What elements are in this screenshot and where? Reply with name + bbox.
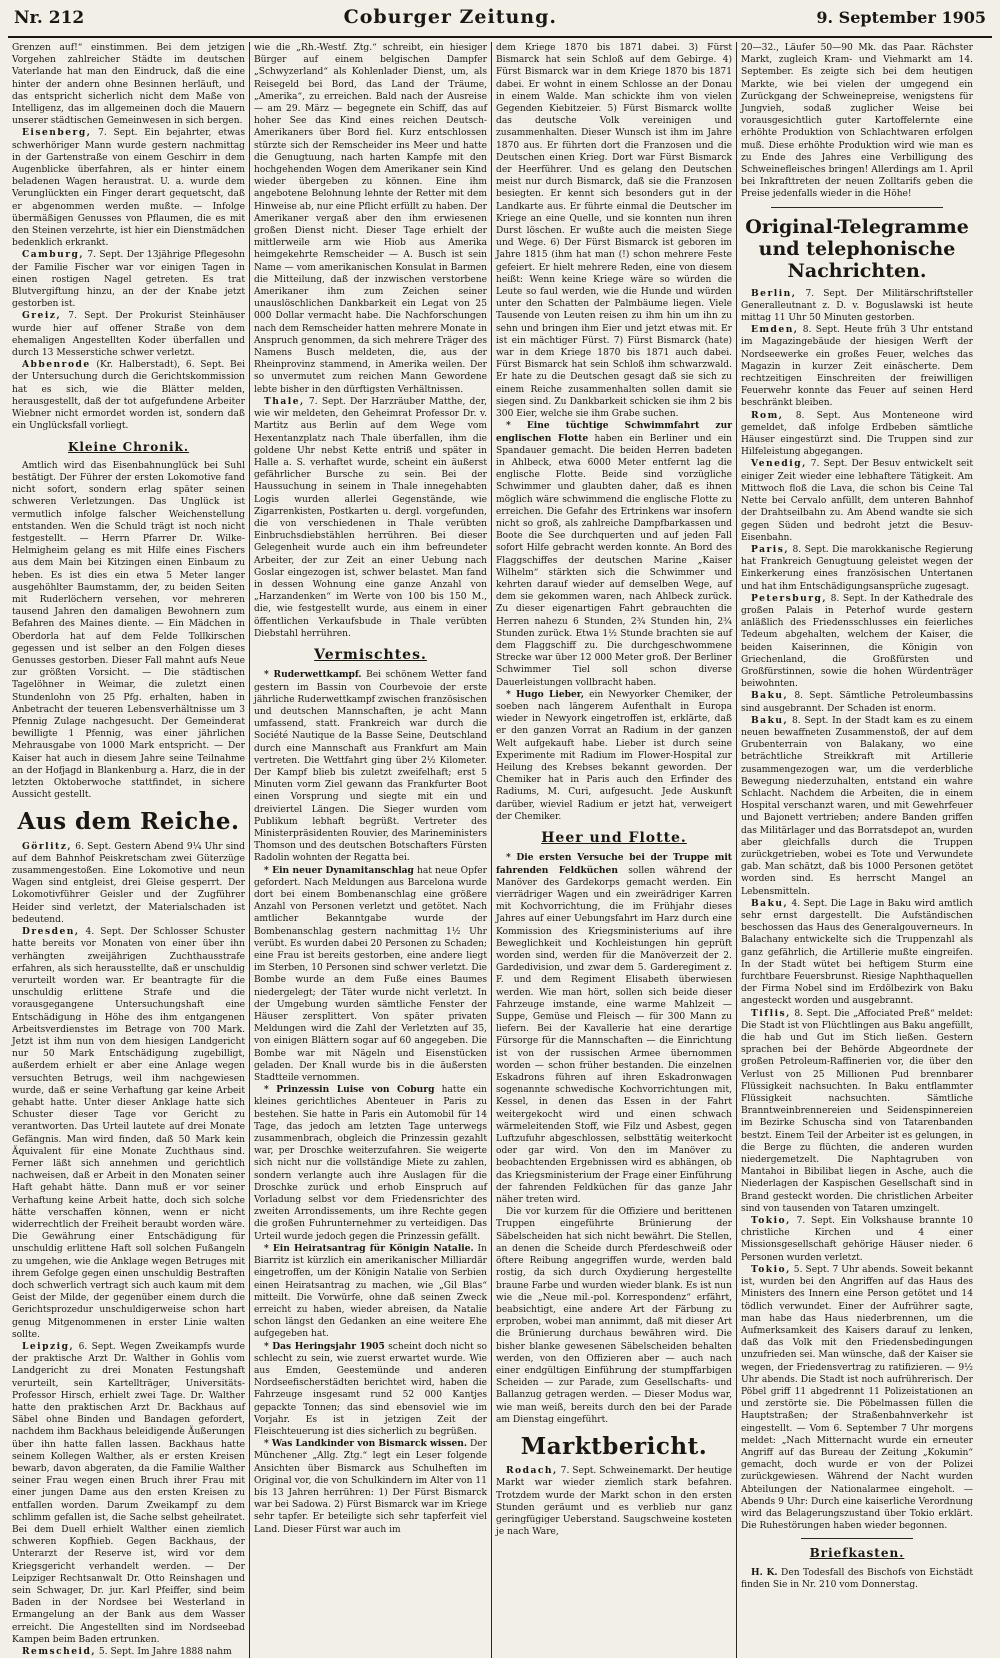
article-body: ein Newyorker Chemiker, der soeben nach längerem Aufenthalt in Europa wieder in Newyork eingetroffen ist, erklärte, daß er den ganzen Vorrat an Radium in der ganzen Welt aufgekauft habe. Lieber ist durch seine Experimente mit Radium im Flower-Hospital zur Heilung des Krebses bekannt geworden. Der Chemiker hat in Paris auch den Erfinder des Radiums, M. Curi, aufgesucht. Jede Auskunft darüber, wieviel Radium er jetzt hat, verweigert der Chemiker. <box>496 689 732 822</box>
article <box>254 1243 487 1341</box>
article-body: hatte ein kleines gerichtliches Abenteuer in Paris zu bestehen. Sie hatte in Paris ein Automobil für 14 Tage, das jedoch am letzten Tage unterwegs zusammenbrach, obgleich die Prinzessin gezahlt war, per Droschke weiterzufahren. Sie weigerte sich nicht nur die vollständige Miete zu zahlen, sondern verlangte auch ihre Auslagen für die Droschke zurück und erhob Einspruch auf Vorladung selbst vor dem Friedensrichter des zweiten Arrondissements, um ihre Rechte gegen die großen Fuhrunternehmer zu verteidigen. Das Urteil wurde jedoch gegen die Prinzessin gefällt. <box>254 1085 487 1242</box>
telegram <box>741 288 973 325</box>
article-body: (Kr. Halberstadt), 6. Sept. Bei der Untersuchung durch die Gerichtskommission hat es sich, wie die Blätter melden, herausgestellt, daß der tot aufgefundene Arbeiter Wiebner nicht ermordet worden ist, sondern daß ein Unglücksfall vorliegt. <box>12 360 245 432</box>
article-body: Der Münchener „Allg. Ztg.“ legt ein Leser folgende Ansichten über Bismarck aus Schulheften im Original vor, die von Schulkindern im Alter von 11 bis 13 Jahren herrühren: 1) Der Fürst Bismarck war bei Sadowa. 2) Fürst Bismarck war im Kriege sehr tapfer. Er beteiligte sich sehr tapferfeit viel Land. Dieser Fürst war auch im <box>254 1439 487 1535</box>
article-body: 7. Sept. Der Harzräuber Matthe, der, wie wir meldeten, den Geheimrat Professor Dr. v. Martitz aus Berlin auf dem Wege vom Hexentanzplatz nach Thale überfallen, ihm die goldene Uhr nebst Kette entriß und später in Halle a. S. verhaftet wurde, scheint ein äußerst gefährlicher Bursche zu sein. Bei der Haussuchung in seinem in Thale innegehabten Logis wurden allerlei Gegenstände, wie Zigarrenkisten, Postkarten u. dergl. vorgefunden, die von verschiedenen in Thale verübten Einbruchsdiebstählen herrühren. Bei dieser Gelegenheit wurde auch ein ihm befreundeter Arbeiter, der zur Zeit an einer Uebung nach Goslar eingezogen ist, schwer belastet. Man fand in dessen Wohnung eine ganze Anzahl von „Harzandenken“ im Werte von 100 bis 150 M., die, wie festgestellt wurde, aus einem in einer öffentlichen Verkaufsbude in Thale verübten Diebstahl herrühren. <box>254 396 487 639</box>
dateline: Tokio, <box>751 1215 791 1227</box>
section-heading: Briefkasten. <box>809 1546 905 1561</box>
column-1 <box>8 42 250 1658</box>
column-2 <box>250 42 492 1658</box>
column-3 <box>492 42 737 1658</box>
article <box>496 689 732 823</box>
divider <box>801 1538 913 1539</box>
telegram <box>741 1215 973 1264</box>
masthead <box>8 6 992 38</box>
article-body: 7. Sept. Der Prokurist Steinhäuser wurde hier auf offener Straße von dem ehemaligen Angestellten Koder überfallen und durch 13 Messerstiche schwer verletzt. <box>12 311 245 359</box>
article <box>12 1341 245 1646</box>
article-body: 7. Sept. Ein bejahrter, etwas schwerhöriger Mann wurde gestern nachmittag in der Gartenstraße von einem Geschirr in dem Augenblicke überfahren, als er hinter einem beladenen Wagen heraustrat. U. a. wurde dem Verunglückten ein Finger derart gequetscht, daß er abgenommen werden mußte. — Infolge übermäßigen Genusses von Pflaumen, die es mit den Steinen verzehrte, ist hier ein Dienstmädchen bedenklich erkrankt. <box>12 128 245 249</box>
dateline: Berlin, <box>751 287 797 299</box>
dateline: Görlitz, <box>22 840 73 852</box>
telegram-body: 8. Sept. In der Kathedrale des großen Palais in Peterhof wurde gestern anläßlich des Friedensschlusses ein feierliches Tedeum abgehalten, welchem der Kaiser, die beiden Kaiserinnen, die Königin von Griechenland, die Großfürsten und Großfürstinnen, sowie die hohen Würdenträger beiwohnten. <box>741 593 973 690</box>
article-body: 7. Sept. Schweinemarkt. Der heutige Markt war wieder ziemlich stark befahren. Trotzdem wurde der Markt schon in den ersten Stunden geräumt und es verblieb nur ganz geringfügiger Ueberstand. Saugschweine kosteten je nach Ware, <box>496 1466 732 1538</box>
article-body: hat neue Opfer gefordert. Nach Meldungen aus Barcelona wurde dort bei einem Bombenanschlag eine größere Anzahl von Personen verletzt und getötet. Nach amtlicher Bekanntgabe wurde der Bombenanschlag gestern nachmittag 1½ Uhr verübt. Es wurden dabei 20 Personen zu Schaden; eine Frau ist bereits gestorben, eine andere liegt im Sterben, 10 Personen sind schwer verletzt. Die Bombe wurde an dem Fuße eines Baumes niedergelegt; der Täter wurde nicht verletzt. In der Umgebung wurden sämtliche Fenster der Häuser zersplittert. Von später privaten Meldungen wird die Zahl der Verletzten auf 35, von einigen Blättern sogar auf 60 angegeben. Die Bombe war mit Nägeln und Eisenstücken geladen. Der Knall wurde bis in die äußersten Stadtteile vernommen. <box>254 865 487 1084</box>
issue-date: 9. September 1905 <box>816 8 986 27</box>
dateline: Emden, <box>751 324 799 336</box>
dateline: Dresden, <box>22 926 80 938</box>
section-heading: Original-Telegramme und telephonische Nachrichten. <box>745 215 969 282</box>
telegram <box>741 324 973 409</box>
section-heading: Aus dem Reiche. <box>17 808 240 836</box>
dateline: Eisenberg, <box>22 127 92 139</box>
letterbox-body: Den Todesfall des Bischofs von Eichstädt finden Sie in Nr. 210 vom Donnerstag. <box>741 1567 973 1590</box>
article-headline: * Ein neuer Dynamitanschlag <box>264 864 414 876</box>
dateline: Venedig, <box>751 458 807 470</box>
dateline: Rodach, <box>506 1465 558 1477</box>
telegram-body: 4. Sept. Die Lage in Baku wird amtlich sehr ernst dargestellt. Die Aufständischen beschossen das Haus des Generalgouverneurs. In Balachany entwickelte sich die Truppenzahl als ganz gefährlich, die Artillerie mußte eingreifen. In der Stadt wütet bei heftigem Sturm eine furchtbare Feuersbrunst. Riesige Naphthaquellen der Firma Nobel sind im Erdölbezirk von Baku angesteckt worden und ausgebrannt. <box>741 898 973 1007</box>
article-headline: * Ruderwettkampf. <box>264 669 362 681</box>
telegram <box>741 898 973 1008</box>
article: Die vor kurzem für die Offiziere und berittenen Truppen eingeführte Brünierung der Säbelscheiden hat sich nicht bewährt. Die Stellen, an denen die Scheide durch Pferdeschweiß oder öftere Reibung angegriffen wurde, werden bald rostig, da sich durch Oxydierung hergestellte braune Farbe und wurden wieder blank. Es ist nun wie die „Neue mil.-pol. Korrespondenz“ erfährt, beabsichtigt, eine andere Art der Färbung zu erproben, wobei man annimmt, daß mit dieser Art die Brünierung durchaus bewähren wird. Die bisher blanke gewesenen Säbelscheiden behalten werden, von den Offizieren aber — auch nach einer endgültigen Einführung der stumpffarbigen Scheiden — zur Parade, zum Gesellschafts- und Ballanzug getragen werden. — Dieser Modus war, wie man weiß, bereits durch den bei der Parade am Dienstag eingeführt. <box>496 1207 732 1425</box>
telegram <box>741 690 973 714</box>
article: Grenzen auf!“ einstimmen. Bei dem jetzigen Vorgehen zahlreicher Städte im deutschen Vaterlande hat man den Eindruck, daß die eine hinter der andern ohne Besinnen herläuft, und das entspricht sicherlich nicht dem Maße von Intelligenz, das im allgemeinen doch die Mauern unserer städtischen Gemeinwesen in sich bergen. <box>12 43 245 127</box>
article-body: sollen während der Manöver des Gardekorps gemacht werden. Ein vierrädriger Wagen und ein zweirädriger Karren mit Kochvorrichtung, die im Frühjahr dieses Jahres auf einer Uebungsfahrt im Harz durch eine Kommission des Kriegsministeriums auf ihre Beweglichkeit und Kochleistungen hin geprüft worden sind, werden für die Manöverzeit der 2. Gardedivision, und zwar dem 5. Garderegiment z. F. und dem Regiment Elisabeth überwiesen werden. Wie man hört, sollen sich beide dieser Fahrzeuge imstande, eine warme Mahlzeit — Suppe, Gemüse und Fleisch — für 300 Mann zu liefern. Bei der Kavallerie hat eine derartige Fürsorge für die Mannschaften — die Einrichtung ist von der russischen Armee übernommen worden — schon früher bestanden. Die einzelnen Eskadrons führen auf ihren Eskadronwagen sogenannte schwedische Kochvorrichtungen mit, Kessel, in denen das Essen in der Fahrt weitergekocht wird und einen schwach wärmeleitenden Stoff, wie Filz und Asbest, gegen Luftzufuhr abgeschlossen, selbsttätig weiterkocht oder gar wird. Von den im Manöver zu beobachtenden Ergebnissen wird es abhängen, ob das Kriegsministerium der Frage einer Einführung der fahrenden Feldküchen für das ganze Jahr näher treten wird. <box>496 865 732 1206</box>
dateline: Thale, <box>264 395 305 407</box>
telegram-body: 8. Sept. In der Stadt kam es zu einem neuen bewaffneten Zusammenstoß, der auf dem Grubenterrain von Balakany, wo eine beträchtliche Streikkraft mit Artillerie zusammengezogen war, um die verderbliche Bewegung niederzuhalten, entstand ein wahre Schlacht. Nachdem die Arbeiten, die in einem Hospital verschanzt waren, und mit Gewehrfeuer und Bajonett vertrieben; andere Banden griffen das Militärlager und das Borratsdepot an, wurden aber gleichfalls durch die Truppen zurückgetrieben, wobei es Tote und Verwundete gab. Man schätzt, daß bis 1000 Personen getötet worden sind. Es herrscht Mangel an Lebensmitteln. <box>741 715 974 897</box>
article: Amtlich wird das Eisenbahnunglück bei Suhl bestätigt. Der Führer der ersten Lokomotive fand nicht sofort, sondern erlag später seinen schweren Verletzungen. Das Unglück ist vermutlich infolge falscher Weichenstellung entstanden. Wen die Schuld trägt ist noch nicht festgestellt. — Herrn Pfarrer Dr. Wilke-Helmigheim gelang es mit Hilfe eines Fischers aus dem Main bei Kitzingen einen Einbaum zu heben. Es ist dies ein etwa 5 Meter langer ausgehöhlter Baumstamm, der, zu beiden Seiten mit Ruderlöchern versehen, vor mehreren tausend Jahren den damaligen Bewohnern zum Befahren des Maines diente. — Ein Mädchen in Oberdorla hat auf dem Felde Tollkirschen gegessen und ist selber an den Folgen dieses Genusses gestorben. Dieser Fall mahnt aufs Neue zur größten Vorsicht. — Die städtischen Tagelöhner in Weimar, die zuletzt einen Stundenlohn von 25 Pfg. erhalten, haben in Anbetracht der teueren Lebensverhältnisse um 3 Pfennig Zulage nachgesucht. Der Gemeinderat bewilligte 1 Pfennig, was einer jährlichen Mehrausgabe von 1000 Mark entspricht. — Der Kaiser hat auch in diesem Jahre seine Teilnahme an der Hofjagd in Blankenburg a. Harz, die in der letzten Oktoberwoche stattfindet, in sichere Aussicht gestellt. <box>12 460 245 801</box>
telegram <box>741 544 973 593</box>
article <box>254 865 487 1085</box>
dateline: Greiz, <box>22 310 62 322</box>
dateline: Petersburg, <box>751 592 828 604</box>
article-headline: * Hugo Lieber, <box>506 688 585 700</box>
telegram-body: 7. Sept. Der Militärschriftsteller Generalleutnant z. D. v. Boguslawski ist heute mittag 11 Uhr 50 Minuten gestorben. <box>741 288 973 324</box>
telegram-body: 8. Sept. Die „Affociated Preß“ meldet: Die Stadt ist von Flüchtlingen aus Baku angefüllt, die hab und Gut im Stich ließen. Gestern sprachen bei der Behörde Abgeordnete der großen Petroleum-Raffinerien vor, die über den Verlust von 25 Millionen Pud brennbarer Flüssigkeit nachsuchten. In Baku entflammter Flüssigkeit nachsuchten. Sämtliche Branntweinbrennereien und Seidenspinnereien im Bezirke Schuscha sind von Tatarenbanden bestzt. Einem Teil der Arbeiter ist es gelungen, in die Berge zu flüchten, die anderen wurden niedergemetzelt. Die Naphtagruben von Mantahoi in Bibilibat liegen in Asche, auch die Niederlagen der Kaspischen Gesellschaft sind in Brand gesteckt worden. Die christlichen Arbeiter sind von tausenden von Tataren umzingelt. <box>741 1008 973 1214</box>
recipient: H. K. <box>751 1566 778 1578</box>
column-4 <box>737 42 977 1658</box>
telegram-body: 8. Sept. Aus Monteneone wird gemeldet, daß infolge Erdbeben sämtliche Häuser eingestürzt sind. Die Truppen sind zur Hilfeleistung abgegangen. <box>741 410 973 458</box>
article <box>496 1465 732 1538</box>
dateline: Tokio, <box>751 1263 791 1275</box>
telegram <box>741 458 973 543</box>
article: dem Kriege 1870 bis 1871 dabei. 3) Fürst Bismarck hat sein Schloß auf dem Gebirge. 4) Fürst Bismarck war in dem Kriege 1870 bis 1871 dabei. Er wohnt in einem Schlosse an der Donau in einem Walde. Man schickte ihm von vielen Gegenden Kiebitzeier. 5) Fürst Bismarck wollte das deutsche Volk vereinigen und zusammenhalten. Dieser Wunsch ist ihm im Jahre 1870 aus. Er führten dort die Franzosen und die Deutschen einen Krieg. Dort war Fürst Bismarck der Heerführer. Und es gelang den Deutschen meist nur durch Bismarck, daß sie die Franzosen besiegten. Er kennt sich besonders gut in der Landkarte aus. Er führte einmal die Deutscher im Kriege an eine Quelle, und sie konnten nun ihren Durst löschen. Er wußte auch die meisten Siege und Wege. 6) Der Fürst Bismarck ist geboren im Jahre 1815 (ihm hat man (!) schon mehrere Feste gefeiert. Er hielt mehrere Reden, eine von diesem heißt: Wenn keine Kriege wäre so würden die Leute so faul werden, wie die Hunde und würden unter den Schatten der Palmbäume liegen. Viele Tausende von Leuten reisen zu ihm hin um ihn zu sehn und bringen ihm Eier und jetzt etwas mit. Er ist ein mächtiger Fürst. 7) Fürst Bismarck (hate) war in dem Kriege 1870 bis 1871 auch dabei. Fürst Bismarck hat sein Schloß ihm schwarzwald. Er hate zu die Deutschen gesagt daß sie sich zu einem Reiche zusammenhalten sollen damit sie siegen sind. Zu Dankbarkeit schicken sie ihm 2 bis 300 Eier, welche sie ihm Grabe suchen. <box>496 43 732 420</box>
telegram-body: 5. Sept. 7 Uhr abends. Soweit bekannt ist, wurden bei den Angriffen auf das Haus des Ministers des Innern eine Person getötet und 14 tödlich verwundet. Einer der Aufrührer sagte, man habe das Haus niederbrennen, um die Aufmerksamkeit des Kaisers darauf zu lenken, daß das Volk mit den Friedensbedingungen unzufrieden sei. Man wünsche, daß der Kaiser sie wegen, der Friedensvertrag zu ratifizieren. — 9½ Uhr abends. Die Stadt ist noch aufrührerisch. Der Pöbel griff 11 abgedrennt 11 Polizeistationen an und zerstörte sie. Die Pöbelmassen füllen die Hauptstraßen; der Straßenbahnverkehr ist eingestellt. — Vom 6. September 7 Uhr morgens meldet: „Nach Mitternacht wurde ein erneuter Angriff auf das Bureau der Zeitung „Kokumin“ gemacht, doch wurde er von der Polizei zurückgewiesen. Während der Nacht wurden Abteilungen der Nationalarmee eingeholt. — Abends 9 Uhr: Durch eine kaiserliche Verordnung wird das Belagerungszustand über Tokio erklärt. Die Ruhestörungen haben wieder begonnen. <box>741 1264 973 1532</box>
article: wie die „Rh.-Westf. Ztg.“ schreibt, ein hiesiger Bürger auf einem belgischen Dampfer „Schwyzerland“ als Kohlenlader Dienst, um, als Reisegeld bei Bord, das Land der Träume, „Amerika“, zu erreichen. Bald nach der Ausreise — am 29. März — begegnete ein Schiff, das auf hoher See das Kind eines reichen Deutsch-Amerikaners über Bord fiel. Kurz entschlossen stürzte sich der Remscheider ins Meer und hatte die Genugtuung, nach harten Kampfe mit den hochgehenden Wogen dem Amerikaner sein Kind wieder übergeben zu können. Eine ihm angebotene Belohnung lehnte der Retter mit dem Hinweise ab, nur eine Pflicht erfüllt zu haben. Der Amerikaner vergaß aber den ihm erwiesenen großen Dienst nicht. Dieser Tage erhielt der mittlerweile arm wie Hiob aus Amerika heimgekehrte Remscheider — A. Busch ist sein Name — vom amerikanischen Konsulat in Barmen die Mitteilung, daß der inzwischen verstorbene Amerikaner ihm zum Zeichen seiner unauslöschlichen Dankbarkeit ein Legat von 25 000 Dollar vermacht habe. Die Nachforschungen nach dem Remscheider hatten mehrere Monate in Anspruch genommen, da sich mehrere Träger des Namens Busch meldeten, die, aus der Rheinprovinz stammend, in Amerika weilen. Der so unvermutet zum reichen Mann Gewordene lebte bisher in den dürftigsten Verhältnissen. <box>254 43 487 395</box>
dateline: Camburg, <box>22 249 85 261</box>
dateline: Remscheid, <box>22 1646 96 1658</box>
dateline: Abbenrode <box>22 359 91 371</box>
article-headline: * Das Heringsjahr 1905 <box>264 1340 385 1352</box>
telegram-body: 8. Sept. Sämtliche Petroleumbassins sind ausgebrannt. Der Schaden ist enorm. <box>741 691 973 714</box>
newspaper-title: Coburger Zeitung. <box>343 6 558 28</box>
telegram-body: 7. Sept. Ein Volkshause brannte 10 christliche Kirchen und 4 einer Missionsgesellschaft gehörige Häuser nieder. 6 Personen wurden verletzt. <box>741 1216 973 1263</box>
letterbox-entry <box>741 1567 973 1591</box>
article-body: In Biarritz ist kürzlich ein amerikanischer Milliardär eingetroffen, um der Königin Natalie von Serbien einen Heiratsantrag zu machen, wie „Gil Blas“ mitteilt. Die Vorwürfe, ohne daß seinen Zweck erreicht zu haben, wieder abreisen, da Natalie schon längst den Gedanken an eine weitere Ehe aufgegeben hat. <box>254 1243 488 1340</box>
dateline: Baku, <box>751 714 789 726</box>
article-headline: * Ein Heiratsantrag für Königin Natalie. <box>264 1242 474 1254</box>
telegram-body: 8. Sept. Heute früh 3 Uhr entstand im Magazingebäude der hiesigen Werft der Nordseewerke ein großes Feuer, welches das Magazin in kurzer Zeit einäscherte. Dem rechtzeitigen Einschreiten der freiwilligen Feuerwehr konnte das Feuer auf seinen Herd beschränkt bleiben. <box>741 325 973 409</box>
section-heading: Heer und Flotte. <box>541 830 687 846</box>
telegram <box>741 593 973 691</box>
article <box>12 310 245 359</box>
article <box>254 396 487 640</box>
article-body: 6. Sept. Gestern Abend 9¼ Uhr sind auf dem Bahnhof Peiskretscham zwei Güterzüge zusammengestoßen. Eine Lokomotive und neun Wagen sind entgleist, drei Gleise gesperrt. Der Lokomotivführer Geisler und der Zugführer Heider sind verletzt, der Materialschaden ist bedeutend. <box>12 841 245 925</box>
article-body: scheint doch nicht so schlecht zu sein, wie zuerst erwartet wurde. Wie aus Emden, Geestemünde und anderen Nordseefischerstädten berichtet wird, haben die Fahrzeuge insgesamt rund 52 000 Kantjes gepackte Tonnen; das sind ebensoviel wie im Vorjahr. Es ist in jetzigen Zeit der Fleischteuerung ist dies sicherlich zu begrüßen. <box>254 1341 487 1437</box>
article-body: haben ein Berliner und ein Spandauer gemacht. Die beiden Herren badeten in Ahlbeck, etwa 6000 Meter entfernt lag die englische Flotte. Beide sind vorzügliche Schwimmer und glaubten daher, daß es ihnen möglich wäre schwimmend die englische Flotte zu erreichen. Die Gefahr des Ertrinkens war insofern nicht so groß, als zahlreiche Dampfbarkassen und Boote die See durchquerten und auf jeden Fall sofort Hilfe gebracht werden konnte. An Bord des Flaggschiffes der deutschen Marine „Kaiser Wilhelm“ stärkten sich die Schwimmer und kehrten darauf wieder auf demselben Wege, auf dem sie gekommen waren, nach Ahlbeck zurück. Zu dieser eigenartigen Fahrt gebrauchten die Herren nahezu 6 Stunden, 2¾ Stunden hin, 2¾ Stunden zurück. Etwa 1½ Stunde brachten sie auf dem Flaggschiff zu. Die durchgeschwommene Strecke war über 12 000 Meter groß. Der Berliner Schwimmer Tiel soll schon diverse Dauerleistungen vollbracht haben. <box>496 433 732 688</box>
article <box>254 669 487 864</box>
article <box>12 926 245 1341</box>
article-headline: * Prinzessin Luise von Coburg <box>264 1084 435 1096</box>
section-heading: Marktbericht. <box>520 1432 708 1460</box>
article-headline: * Die ersten Versuche bei der Truppe mit fahrenden Feldküchen <box>496 852 732 876</box>
article-body: Bei schönem Wetter fand gestern im Bassin von Courbevoie der erste jährliche Ruderwettkampf zwischen französischen und deutschen Mannschaften, je acht Mann umfassend, statt. Frankreich war durch die Société Nautique de la Basse Seine, Deutschland durch eine Mannschaft aus Frankfurt am Main vertreten. Die Wettfahrt ging über 2½ Kilometer. Der Kampf blieb bis zuletzt zweifelhaft; erst 5 Minuten vorm Ziel gewann das Frankfurter Boot einen Vorsprung und siegte mit ein und dreiviertel Längen. Die Sieger wurden vom Publikum lebhaft begrüßt. Vertreter des Ministerpräsidenten Rouvier, des Marineministers Thomson und des deutschen Botschafters Fürsten Radolin wohnten der Regatta bei. <box>254 670 487 864</box>
article <box>12 249 245 310</box>
dateline: Leipzig, <box>22 1341 75 1352</box>
article <box>12 1646 245 1658</box>
article-body: 6. Sept. Wegen Zweikampfs wurde der praktische Arzt Dr. Walther in Gohlis vom Landgericht zu drei Monaten Festungshaft verurteilt, sein Kartellträger, Universitäts-Professor Hirsch, erhielt zwei Tage. Dr. Walther hatte den praktischen Arzt Dr. Backhaus auf Säbel ohne Binden und Bandagen gefordert, nachdem ihm Backhaus beleidigende Äußerungen über ihn hatte fallen lassen. Backhaus hatte seinem Kollegen Walther, als er ersten Kreisen bewarb, davon abgeraten, da die Familie Walther seiner Frau wegen einen Bruch ihrer Frau mit einer jungen Dame aus den ersten Kreisen zu entfallen worden. Darum Zweikampf zu dem schlimm gefallen ist, die Sache selbst geheilratet. Bei dem Duell erhielt Walther einen ziemlich schweren Kopfhieb. Gegen Backhaus, der Unterarzt der Reserve ist, wird vor dem Kriegsgericht verhandelt werden. — Der Leipziger Rechtsanwalt Dr. Otto Reinshagen und sein Schwager, Dr. jur. Karl Pfeiffer, sind beim Baden in der Nordsee bei Westerland in Ermangelung an der Bank aus dem Wasser erreicht. Die Angestellten sind im Nordseebad Kampen beim Baden ertrunken. <box>12 1342 245 1645</box>
article <box>496 420 732 688</box>
article <box>254 1084 487 1243</box>
article-headline: * Eine tüchtige Schwimmfahrt zur englischen Flotte <box>496 420 732 444</box>
issue-number: Nr. 212 <box>14 8 85 28</box>
section-heading: Vermischtes. <box>314 646 427 663</box>
divider <box>771 207 943 208</box>
article <box>12 359 245 432</box>
telegram <box>741 410 973 459</box>
telegram <box>741 1008 973 1215</box>
dateline: Baku, <box>751 690 789 702</box>
text-columns <box>8 42 992 1658</box>
article <box>12 841 245 926</box>
telegram <box>741 1264 973 1532</box>
article-headline: * Was Landkinder von Bismarck wissen. <box>264 1438 468 1450</box>
dateline: Paris, <box>751 543 790 555</box>
article: 20—32., Läufer 50—90 Mk. das Paar. Rächster Markt, zugleich Kram- und Viehmarkt am 14. September. Es zeigte sich bei dem heutigen Markte, wie bei vielen der umgegend ein Zurückgang der Schweinepreise, wenigstens für Jungvieh, sodaß zuglicher Weise bei vorausgesichtlich guter Kartoffelernte eine erhöhte Produktion von Schlachtwaren erfolgen muß. Diese erhöhte Produktion wird wie man es zu Ende des Jahres eine Verbilligung des Schweinefleisches bringen! Allerdings am 1. April bei Inkrafttreten der neuen Zolltarifs geben die Preise jedenfalls wieder in die Höhe! <box>741 43 973 200</box>
telegram-body: 7. Sept. Der Besuv entwickelt seit einiger Zeit wieder eine lebhaftere Tätigkeit. Am Mittwoch floß die Lava, die schon bis Ceine Tal Nette bei Cervalo anfüllt, dem unteren Bahnhof der Drahtseilbahn zu. Am Abend wandte sie sich gegen Süden und bedroht jetzt die Besuv-Eisenbahn. <box>741 459 973 543</box>
article <box>496 852 732 1206</box>
article <box>254 1341 487 1439</box>
telegram-body: 8. Sept. Die marokkanische Regierung hat Frankreich Genugtuung geleistet wegen der Einkerkerung eines französischen Untertanen und hat ihm Entschädigungsansprüche zugesagt. <box>741 544 973 592</box>
section-heading: Kleine Chronik. <box>67 439 190 454</box>
article <box>12 127 245 249</box>
article-body: 5. Sept. Im Jahre 1888 nahm <box>96 1647 232 1658</box>
dateline: Rom, <box>751 409 784 421</box>
article-body: 7. Sept. Der 13jährige Pflegesohn der Familie Fischer war vor einigen Tagen in einen rostigen Nagel getreten. Es trat Blutvergiftung hinzu, an der der Knabe jetzt gestorben ist. <box>12 250 245 310</box>
article <box>254 1438 487 1536</box>
dateline: Tiflis, <box>751 1007 791 1019</box>
telegram <box>741 715 973 898</box>
dateline: Baku, <box>751 897 789 909</box>
article-body: 4. Sept. Der Schlosser Schuster hatte bereits vor Monaten von einer über ihn verhängten zweijährigen Zuchthausstrafe erfahren, als sich herausstellte, daß er unschuldig verurteilt worden war. Er beantragte für die unschuldig erlittene Strafe und die vorausgegangene Untersuchungshaft eine Entschädigung in Höhe des ihm entgangenen Arbeitsverdienstes im Betrage von 700 Mark. Jetzt ist ihm nun von dem hiesigen Landgericht nur 50 Mark Entschädigung zugebilligt, außerdem erhielt er aber eine Anlage wegen versuchten Betrugs, weil ihm nachgewiesen wurde, daß er seine Verhaftung gar keine Arbeit gehabt hatte. Unter dieser Anklage hatte sich Schuster dieser Tage vor Gericht zu verantworten. Das Urteil lautete auf drei Monate Gefängnis. Man wird finden, daß 50 Mark kein Äquivalent für eine Monate Zuchthaus sind. Ferner läßt sich annehmen und gerichtlich nachweisen, daß er Arbeit in den Monaten seiner Haft gehabt hätte. Dann muß er vor seiner Verhaftung keine Arbeit hatte, doch sich solche hätte verschaffen können, wenn er nicht widerrechtlich der Freiheit beraubt worden wäre. Die Gewährung einer Entschädigung für unschuldig erlittene Haft soll solchen Fußangeln zu umgehen, wie die Anklage wegen Betruges mit ihrem Gefolge gegen einen unschuldig Bestraften doch schwerlich vertragt sich auch kaum mit dem Geist der Milde, der gegenüber einem durch die Gerichtsprozedur unschuldigerweise schon hart genug Mitgenommenen in erster Linie walten sollte. <box>12 927 245 1340</box>
